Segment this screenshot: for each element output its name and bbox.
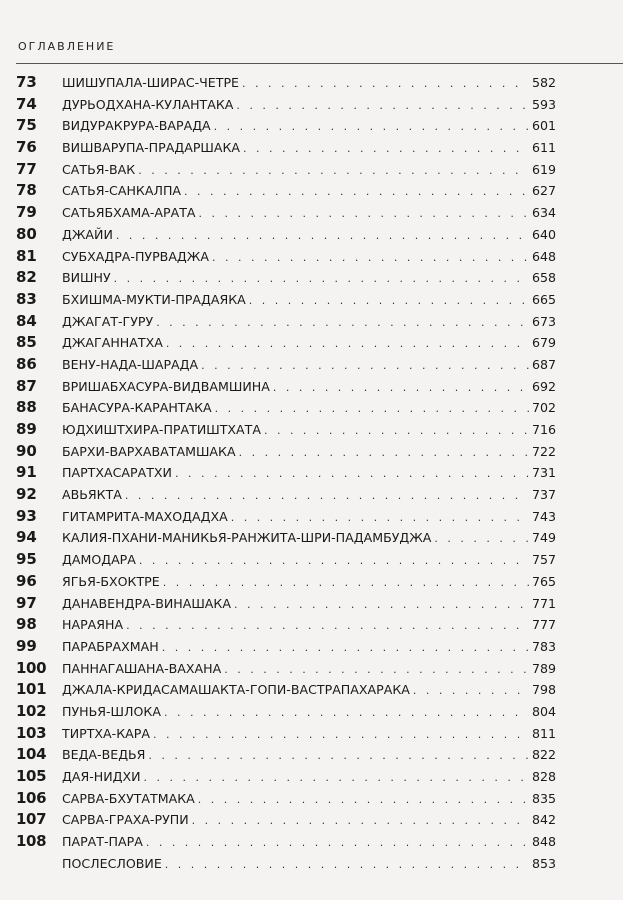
chapter-title: СУБХАДРА-ПУРВАДЖА <box>62 248 209 264</box>
chapter-number: 87 <box>16 376 37 395</box>
page-number: 601 <box>531 118 556 134</box>
page-number: 811 <box>531 725 556 741</box>
toc-entry[interactable] <box>16 614 556 636</box>
page-number: 757 <box>531 552 556 568</box>
toc-entry[interactable] <box>16 419 556 441</box>
page-number: 731 <box>531 465 556 481</box>
chapter-title: БХИШМА-МУКТИ-ПРАДАЯКА <box>62 291 246 307</box>
dot-leader <box>243 138 529 160</box>
chapter-number: 104 <box>16 745 47 764</box>
toc-entry[interactable] <box>16 679 556 701</box>
dot-leader <box>242 73 529 95</box>
dot-leader <box>165 854 529 876</box>
chapter-number: 107 <box>16 810 47 829</box>
chapter-number: 89 <box>16 420 37 438</box>
toc-entry[interactable] <box>16 571 556 593</box>
chapter-title: ДАЯ-НИДХИ <box>62 769 141 784</box>
chapter-number: 101 <box>16 680 47 699</box>
page-number: 789 <box>531 660 556 676</box>
toc-entry[interactable] <box>16 506 556 528</box>
chapter-title: ВИШНУ <box>62 270 111 286</box>
chapter-title: САТЬЯ-САНКАЛПА <box>62 183 182 199</box>
chapter-number: 92 <box>16 485 37 504</box>
chapter-title: АВЬЯКТА <box>62 487 122 503</box>
toc-entry[interactable] <box>16 246 556 268</box>
page-number: 665 <box>531 291 556 307</box>
dot-leader <box>199 203 529 225</box>
dot-leader <box>239 442 529 464</box>
page-number: 619 <box>531 161 556 177</box>
chapter-title: ВЕНУ-НАДА-ШАРАДА <box>62 356 199 372</box>
page-number: 716 <box>531 422 556 437</box>
dot-leader <box>224 659 529 681</box>
chapter-title: ШИШУПАЛА-ШИРАС-ЧЕТРЕ <box>62 75 240 90</box>
page-number: 673 <box>531 313 556 329</box>
toc-entry[interactable] <box>16 462 556 484</box>
page-number: 692 <box>531 378 556 394</box>
page-number: 634 <box>531 205 556 221</box>
chapter-number: 88 <box>16 398 37 417</box>
dot-leader <box>198 789 529 811</box>
page-number: 804 <box>531 703 556 719</box>
dot-leader <box>273 377 529 399</box>
toc-entry[interactable] <box>16 397 556 419</box>
chapter-number: 85 <box>16 333 37 352</box>
page-number: 640 <box>531 226 556 242</box>
dot-leader <box>215 398 529 420</box>
dot-leader <box>138 160 529 182</box>
dot-leader <box>126 615 529 637</box>
toc-entry[interactable] <box>16 636 556 658</box>
page-number: 593 <box>531 96 556 112</box>
chapter-number: 79 <box>16 203 37 222</box>
page-number: 798 <box>531 682 556 698</box>
dot-leader <box>164 702 529 724</box>
toc-entry[interactable] <box>16 311 556 333</box>
chapter-number: 103 <box>16 723 47 742</box>
chapter-number: 81 <box>16 246 37 265</box>
chapter-number: 105 <box>16 767 47 785</box>
toc-entry[interactable] <box>16 94 556 116</box>
toc-entry[interactable] <box>16 831 556 853</box>
toc-entry[interactable] <box>16 159 556 181</box>
chapter-title: ПАРТХАСАРАТХИ <box>62 465 172 481</box>
dot-leader <box>434 528 529 550</box>
toc-entry[interactable] <box>16 224 556 246</box>
chapter-number: 99 <box>16 636 37 655</box>
page-number: 822 <box>531 747 556 763</box>
toc-entry[interactable] <box>16 332 556 354</box>
toc-entry[interactable] <box>16 766 556 788</box>
chapter-number: 74 <box>16 94 37 113</box>
dot-leader <box>153 724 529 746</box>
dot-leader <box>139 550 529 572</box>
dot-leader <box>234 594 529 616</box>
page-number: 835 <box>531 790 556 806</box>
toc-entry[interactable] <box>16 853 556 875</box>
chapter-number: 75 <box>16 116 37 135</box>
page-number: 777 <box>531 617 556 633</box>
toc-entry[interactable] <box>16 527 556 549</box>
chapter-number: 73 <box>16 73 37 91</box>
dot-leader <box>116 225 529 247</box>
toc-entry[interactable] <box>16 180 556 202</box>
chapter-title: ДЖАЙИ <box>62 226 113 242</box>
dot-leader <box>201 355 529 377</box>
chapter-title: ВЕДА-ВЕДЬЯ <box>62 747 146 763</box>
chapter-number: 91 <box>16 463 37 482</box>
chapter-title: ДЖАЛА-КРИДАСАМАШАКТА-ГОПИ-ВАСТРАПАХАРАКА <box>62 682 410 698</box>
chapter-title: САТЬЯБХАМА-АРАТА <box>62 205 196 221</box>
chapter-number: 82 <box>16 268 37 287</box>
dot-leader <box>264 420 529 442</box>
chapter-title: ДУРЬОДХАНА-КУЛАНТАКА <box>62 96 234 112</box>
chapter-title: ЮДХИШТХИРА-ПРАТИШТХАТА <box>62 422 261 437</box>
chapter-title: КАЛИЯ-ПХАНИ-МАНИКЬЯ-РАНЖИТА-ШРИ-ПАДАМБУДЖА <box>62 530 432 546</box>
dot-leader <box>236 95 529 117</box>
chapter-title: ВИШВАРУПА-ПРАДАРШАКА <box>62 140 241 156</box>
page-number: 582 <box>531 75 556 90</box>
chapter-title: БАРХИ-ВАРХАВАТАМШАКА <box>62 443 236 459</box>
chapter-title: ДАМОДАРА <box>62 552 136 568</box>
dot-leader <box>163 572 529 594</box>
chapter-number: 95 <box>16 550 37 569</box>
chapter-number: 108 <box>16 832 47 851</box>
toc-entry[interactable] <box>16 658 556 680</box>
toc-entry[interactable] <box>16 289 556 311</box>
chapter-number: 84 <box>16 311 37 330</box>
toc-entry[interactable] <box>16 72 556 94</box>
chapter-title: ДЖАГАННАТХА <box>62 335 163 351</box>
table-of-contents <box>16 72 556 874</box>
chapter-number: 97 <box>16 593 37 612</box>
page-number: 765 <box>531 573 556 589</box>
toc-entry[interactable] <box>16 267 556 289</box>
chapter-title: САРВА-ГРАХА-РУПИ <box>62 812 189 828</box>
page-number: 648 <box>531 248 556 264</box>
toc-entry[interactable] <box>16 376 556 398</box>
chapter-number: 90 <box>16 441 37 460</box>
toc-entry[interactable] <box>16 549 556 571</box>
page-number: 749 <box>531 530 556 546</box>
toc-entry[interactable] <box>16 137 556 159</box>
chapter-number: 78 <box>16 181 37 200</box>
chapter-title: САРВА-БХУТАТМАКА <box>62 790 195 806</box>
chapter-title: ДЖАГАТ-ГУРУ <box>62 313 154 329</box>
toc-entry[interactable] <box>16 441 556 463</box>
chapter-number: 76 <box>16 138 37 157</box>
toc-entry[interactable] <box>16 593 556 615</box>
toc-entry[interactable] <box>16 809 556 831</box>
page-number: 853 <box>531 855 556 871</box>
dot-leader <box>413 680 529 702</box>
toc-entry[interactable] <box>16 723 556 745</box>
dot-leader <box>192 810 529 832</box>
page-number: 679 <box>531 335 556 351</box>
dot-leader <box>231 507 529 529</box>
chapter-title: БАНАСУРА-КАРАНТАКА <box>62 400 212 416</box>
dot-leader <box>144 767 529 789</box>
dot-leader <box>184 181 529 203</box>
chapter-number: 100 <box>16 658 47 677</box>
chapter-number: 83 <box>16 289 37 308</box>
page-number: 828 <box>531 769 556 784</box>
page-number: 848 <box>531 834 556 850</box>
page-number: 743 <box>531 508 556 524</box>
chapter-title: ПУНЬЯ-ШЛОКА <box>62 703 161 719</box>
dot-leader <box>114 268 529 290</box>
dot-leader <box>166 333 529 355</box>
toc-entry[interactable] <box>16 484 556 506</box>
page-header: ОГЛАВЛЕНИЕ <box>18 40 116 53</box>
dot-leader <box>146 832 529 854</box>
dot-leader <box>214 116 529 138</box>
chapter-title: ПАННАГАШАНА-ВАХАНА <box>62 660 222 676</box>
dot-leader <box>148 745 529 767</box>
page-number: 611 <box>531 140 556 156</box>
chapter-title: НАРАЯНА <box>62 617 124 633</box>
page-number: 722 <box>531 443 556 459</box>
page-number: 737 <box>531 487 556 503</box>
chapter-number: 93 <box>16 506 37 525</box>
chapter-title: ПОСЛЕСЛОВИЕ <box>62 855 162 871</box>
chapter-title: ВИДУРАКРУРА-ВАРАДА <box>62 118 211 134</box>
page-number: 702 <box>531 400 556 416</box>
dot-leader <box>175 463 529 485</box>
page-number: 627 <box>531 183 556 199</box>
chapter-title: ТИРТХА-КАРА <box>62 725 150 741</box>
chapter-number: 96 <box>16 571 37 590</box>
chapter-number: 106 <box>16 788 47 807</box>
chapter-title: ПАРАТ-ПАРА <box>62 834 143 850</box>
chapter-title: ВРИШАБХАСУРА-ВИДВАМШИНА <box>62 378 270 394</box>
dot-leader <box>125 485 529 507</box>
dot-leader <box>162 637 529 659</box>
toc-entry[interactable] <box>16 744 556 766</box>
page-number: 842 <box>531 812 556 828</box>
toc-entry[interactable] <box>16 115 556 137</box>
chapter-title: ДАНАВЕНДРА-ВИНАШАКА <box>62 595 231 611</box>
chapter-title: ГИТАМРИТА-МАХОДАДХА <box>62 508 228 524</box>
page-number: 687 <box>531 356 556 372</box>
toc-entry[interactable] <box>16 701 556 723</box>
chapter-title: ЯГЬЯ-БХОКТРЕ <box>62 573 160 589</box>
page-number: 771 <box>531 595 556 611</box>
chapter-number: 77 <box>16 159 37 178</box>
toc-entry[interactable] <box>16 354 556 376</box>
chapter-number: 80 <box>16 224 37 243</box>
chapter-title: САТЬЯ-ВАК <box>62 161 136 177</box>
chapter-number: 102 <box>16 701 47 720</box>
page-number: 658 <box>531 270 556 286</box>
page-number: 783 <box>531 638 556 654</box>
toc-entry[interactable] <box>16 788 556 810</box>
chapter-number: 86 <box>16 354 37 373</box>
header-rule <box>16 63 623 64</box>
chapter-number: 98 <box>16 615 37 634</box>
dot-leader <box>212 247 529 269</box>
chapter-title: ПАРАБРАХМАН <box>62 638 159 654</box>
toc-entry[interactable] <box>16 202 556 224</box>
dot-leader <box>156 312 529 334</box>
chapter-number: 94 <box>16 528 37 547</box>
dot-leader <box>249 290 529 312</box>
